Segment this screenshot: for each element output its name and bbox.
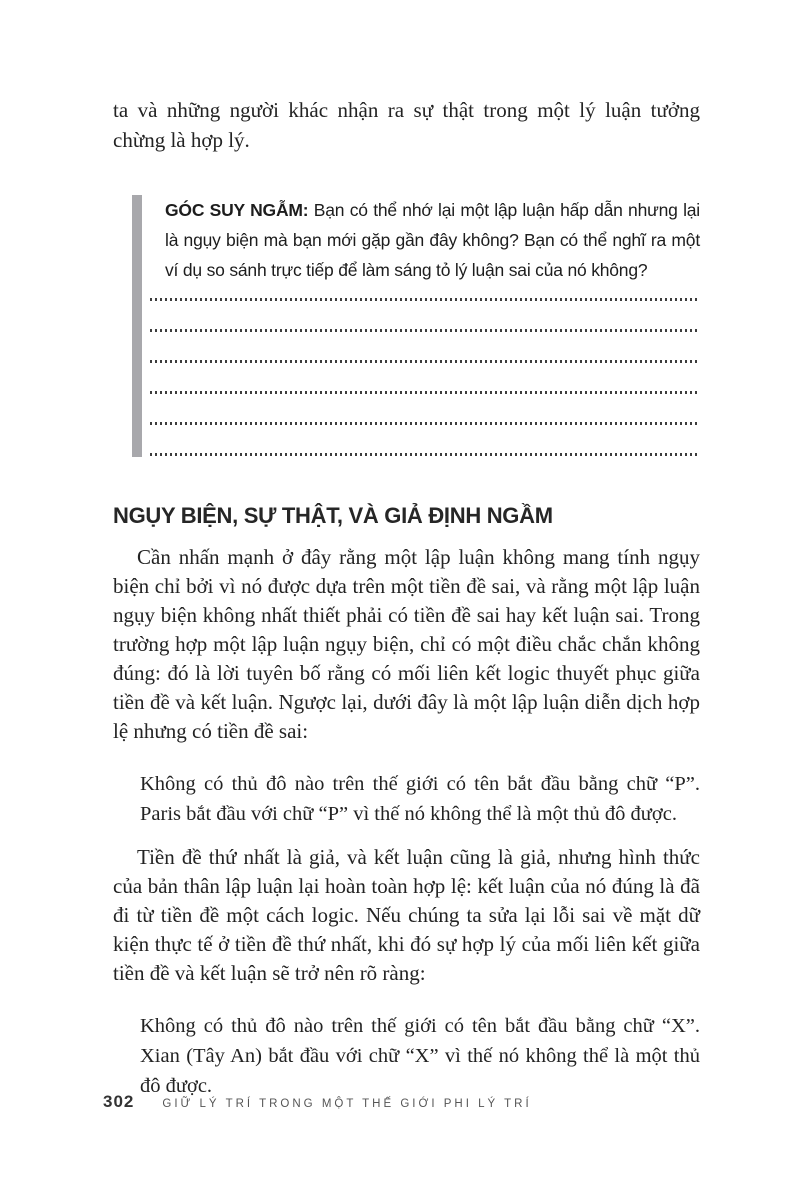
dotted-writing-line [150, 360, 700, 363]
reflection-box-label: GÓC SUY NGẪM: [165, 200, 309, 220]
dotted-lines [150, 298, 700, 456]
body-paragraph: Cần nhấn mạnh ở đây rằng một lập luận không mang tính ngụy biện chỉ bởi vì nó được dựa trên một tiền đề sai, và rằng một lập luận ngụy biện không nhất thiết phải có tiền đề sai hay kết luận sai. Trong trường hợp một lập luận ngụy biện, chỉ có một điều chắc chắn không đúng: đó là lời tuyên bố rằng có mối liên kết logic thuyết phục giữa tiền đề và kết luận. Ngược lại, dưới đây là một lập luận diễn dịch hợp lệ nhưng có tiền đề sai: [113, 545, 700, 743]
dotted-writing-line [150, 422, 700, 425]
running-title: GIỮ LÝ TRÍ TRONG MỘT THẾ GIỚI PHI LÝ TRÍ [162, 1098, 532, 1110]
body-paragraph: Tiền đề thứ nhất là giả, và kết luận cũng là giả, nhưng hình thức của bản thân lập luận lại hoàn toàn hợp lệ: kết luận của nó đúng là đã đi từ tiền đề một cách logic. Nếu chúng ta sửa lại lỗi sai về mặt dữ kiện thực tế ở tiền đề thứ nhất, khi đó sự hợp lý của mối liên kết giữa tiền đề và kết luận sẽ trở nên rõ ràng: [113, 845, 700, 985]
reflection-box [132, 195, 700, 457]
dotted-writing-line [150, 453, 700, 456]
dotted-writing-line [150, 329, 700, 332]
example-argument-quote: Không có thủ đô nào trên thế giới có tên bắt đầu bằng chữ “X”. Xian (Tây An) bắt đầu với chữ “X” vì thế nó không thể là một thủ đô được. [140, 1015, 700, 1097]
reflection-box-text [165, 195, 700, 285]
dotted-writing-line [150, 298, 700, 301]
intro-paragraph: ta và những người khác nhận ra sự thật trong một lý luận tưởng chừng là hợp lý. [113, 98, 700, 152]
page-number: 302 [103, 1092, 135, 1111]
page-footer [103, 1092, 532, 1112]
section-heading: NGỤY BIỆN, SỰ THẬT, VÀ GIẢ ĐỊNH NGẦM [113, 503, 553, 528]
reflection-box-prompt: Bạn có thể nhớ lại một lập luận hấp dẫn nhưng lại là ngụy biện mà bạn mới gặp gần đây không? Bạn có thể nghĩ ra một ví dụ so sánh trực tiếp để làm sáng tỏ lý luận sai của nó không? [165, 200, 700, 280]
dotted-writing-line [150, 391, 700, 394]
example-argument-quote: Không có thủ đô nào trên thế giới có tên bắt đầu bằng chữ “P”. Paris bắt đầu với chữ “P” vì thế nó không thể là một thủ đô được. [140, 773, 700, 825]
